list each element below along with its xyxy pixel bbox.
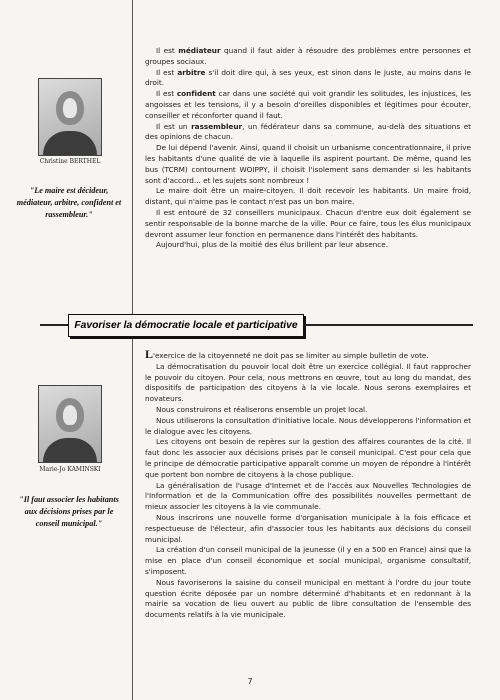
paragraph-conseillers: Il est entouré de 32 conseillers municipaux. Chacun d'entre eux doit également se sentir responsable de la bonne marche de la ville. Pour ce faire, tous les élus municipaux devront assumer leur fonction en permanence dans l'intérêt des habitants. bbox=[145, 207, 471, 239]
paragraph-absence: Aujourd'hui, plus de la moitié des élus brillent par leur absence. bbox=[156, 240, 389, 250]
paragraph-citoyennete: L'exercice de la citoyenneté ne doit pas se limiter au simple bulletin de vote. bbox=[145, 347, 429, 361]
paragraph-projet-local: Nous construirons et réaliserons ensemble un projet local. bbox=[156, 404, 368, 414]
paragraph-reperes: Les citoyens ont besoin de repères sur la gestion des affaires courantes de la cité. Il faut donc les associer aux décisions prises par le conseil municipal. C'est pour cela que le principe de démocratie participative apparaît comme un moyen de répondre à l'intérêt que portent bon nombre de citoyens à la chose publique. bbox=[145, 437, 471, 479]
paragraph-organisation: Nous inscrirons une nouvelle forme d'organisation municipale à la fois efficace et respectueuse de l'électeur, afin d'associer tous les habitants aux décisions du conseil municipal. bbox=[145, 512, 471, 544]
column-divider bbox=[132, 0, 133, 700]
section-heading: Favoriser la démocratie locale et participative bbox=[74, 320, 298, 331]
portrait-shoulders-shape bbox=[43, 438, 97, 462]
paragraph-democratisation: La démocratisation du pouvoir local doit être un exercice collégial. Il faut rapprocher le pouvoir du citoyen. Pour cela, nous mettrons en œuvre, tout au long du mandat, des dispositifs de participation des citoyens à la vie locale. Nous serons exemplaires et novateurs. bbox=[145, 361, 471, 404]
page-number: 7 bbox=[247, 677, 253, 686]
paragraph-mediateur: Il est médiateur quand il faut aider à résoudre des problèmes entre personnes et groupes sociaux. bbox=[145, 46, 471, 66]
portrait-head-shape bbox=[56, 398, 84, 432]
bottom-article-column bbox=[145, 349, 471, 621]
paragraph-consultation: Nous utiliserons la consultation d'initiative locale. Nous développerons l'information et le dialogue avec les citoyens. bbox=[145, 415, 471, 436]
paragraph-arbitre: Il est arbitre s'il doit dire qui, à ses yeux, est sinon dans le juste, au moins dans le droit. bbox=[145, 67, 471, 88]
heading-rule-right bbox=[303, 324, 473, 326]
top-article-column bbox=[145, 46, 471, 251]
paragraph-internet: La généralisation de l'usage d'Internet et de l'accès aux Nouvelles Technologies de l'Information et de la Communication offre des possibilités nouvelles permettant de mieux associer les citoyens à la vie communale. bbox=[145, 480, 471, 512]
portrait-shoulders-shape bbox=[43, 131, 97, 155]
paragraph-confident: Il est confident car dans une société qui voit grandir les solitudes, les injustices, les angoisses et les tensions, il y a besoin d'oreilles disponibles et légitimes pour écouter, conseiller et réconforter quand il faut. bbox=[145, 89, 471, 120]
paragraph-avenir: De lui dépend l'avenir. Ainsi, quand il choisit un urbanisme concentrationnaire, il prive les habitants d'une qualité de vie à laquelle ils aspirent pourtant. De même, quand les bus (TCRM) contournent WOIPPY, il choisit l'isolement sans demander si les habitants sont d'accord... et les sujets sont nombreux ! bbox=[145, 143, 471, 185]
photo-caption-bottom: Marie-Jo KAMINSKI bbox=[39, 466, 101, 473]
portrait-photo-christine-berthel bbox=[38, 78, 102, 156]
paragraph-saisine: Nous favoriserons la saisine du conseil municipal en mettant à l'ordre du jour toute question écrite déposée par un nombre déterminé d'habitants et en redonnant à la mairie sa vocation de lieu ouvert au public de libre consultation de l'ensemble des documents relatifs à la vie municipale. bbox=[145, 577, 471, 620]
pull-quote-top: "Le maire est décideur, médiateur, arbitre, confident et rassembleur." bbox=[16, 186, 122, 219]
paragraph-jeunesse: La création d'un conseil municipal de la jeunesse (il y en a 500 en France) ainsi que la mise en place d'un conseil économique et social municipal, organisme consultatif, s'imposent. bbox=[145, 545, 471, 576]
portrait-head-shape bbox=[56, 91, 84, 125]
photo-caption-top: Christine BERTHEL bbox=[39, 158, 101, 165]
portrait-photo-marie-jo-kaminski bbox=[38, 385, 102, 463]
pull-quote-bottom: "Il faut associer les habitants aux décisions prises par le conseil municipal." bbox=[19, 495, 119, 528]
paragraph-maire-citoyen: Le maire doit être un maire-citoyen. Il doit recevoir les habitants. Un maire froid, distant, qui n'aime pas le contact n'est pas un bon maire. bbox=[145, 186, 471, 207]
paragraph-rassembleur: Il est un rassembleur, un fédérateur dans sa commune, au-delà des situations et des opinions de chacun. bbox=[145, 121, 471, 142]
heading-rule-left bbox=[40, 324, 68, 326]
section-heading-box bbox=[68, 314, 304, 337]
drop-cap: L bbox=[145, 347, 153, 361]
